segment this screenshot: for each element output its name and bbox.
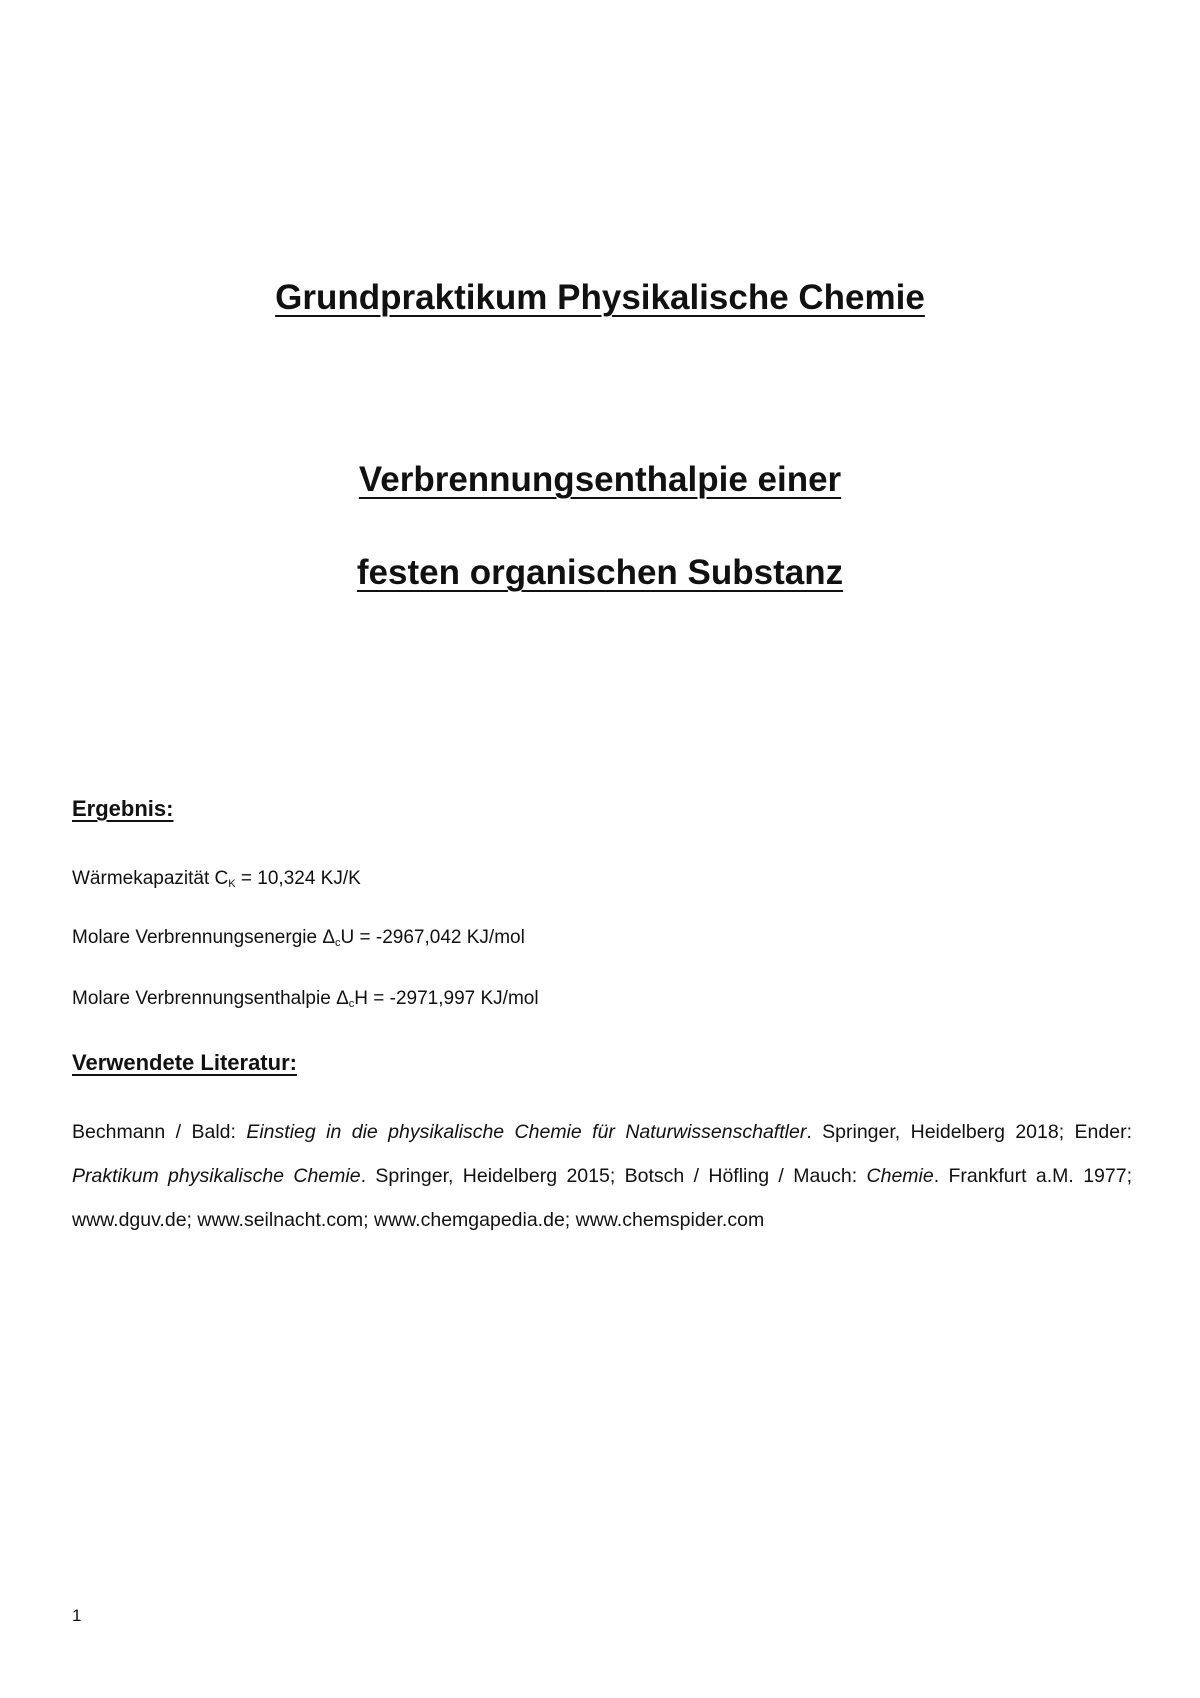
- ref-title-segment: Einstieg in die physikalische Chemie für Naturwissenschaftler: [246, 1121, 807, 1143]
- ref-segment: . Springer, Heidelberg 2015; Botsch / Höfling / Mauch:: [360, 1165, 867, 1187]
- heat-capacity-label: Wärmekapazität C: [72, 868, 229, 889]
- literature-references: [72, 1110, 1132, 1242]
- combustion-energy-subscript: c: [335, 937, 341, 949]
- results-section: [72, 796, 1132, 822]
- ref-segment: Bechmann / Bald:: [72, 1121, 247, 1143]
- subtitle-line-2: festen organischen Substanz: [356, 553, 844, 592]
- ref-title-segment: Chemie: [866, 1165, 934, 1187]
- combustion-energy-label: Molare Verbrennungsenergie Δ: [72, 927, 336, 948]
- heat-capacity-subscript: K: [228, 878, 236, 890]
- result-combustion-energy: [72, 927, 1132, 949]
- literature-section: [72, 1050, 1132, 1076]
- ref-title-segment: Praktikum physikalische Chemie: [72, 1165, 361, 1187]
- document-title: Grundpraktikum Physikalische Chemie: [275, 278, 925, 317]
- subtitle-line-1: Verbrennungsenthalpie einer: [358, 460, 842, 499]
- page-number: 1: [72, 1606, 82, 1625]
- literature-heading: Verwendete Literatur:: [72, 1050, 297, 1075]
- combustion-enthalpy-subscript: c: [348, 998, 355, 1010]
- heat-capacity-value: = 10,324 KJ/K: [235, 868, 361, 889]
- results-heading: Ergebnis:: [72, 796, 174, 821]
- combustion-energy-value: U = -2967,042 KJ/mol: [340, 927, 525, 948]
- result-combustion-enthalpy: [72, 988, 1132, 1010]
- ref-segment: . Frankfurt a.M. 1977; www.dguv.de; www.seilnacht.com; www.chemgapedia.de; www.chemspider.com: [72, 1165, 1132, 1231]
- combustion-enthalpy-value: H = -2971,997 KJ/mol: [354, 988, 539, 1009]
- result-heat-capacity: [72, 868, 1132, 890]
- references-paragraph: [72, 1110, 1132, 1242]
- combustion-enthalpy-label: Molare Verbrennungsenthalpie Δ: [72, 988, 349, 1009]
- ref-segment: . Springer, Heidelberg 2018; Ender:: [806, 1121, 1132, 1143]
